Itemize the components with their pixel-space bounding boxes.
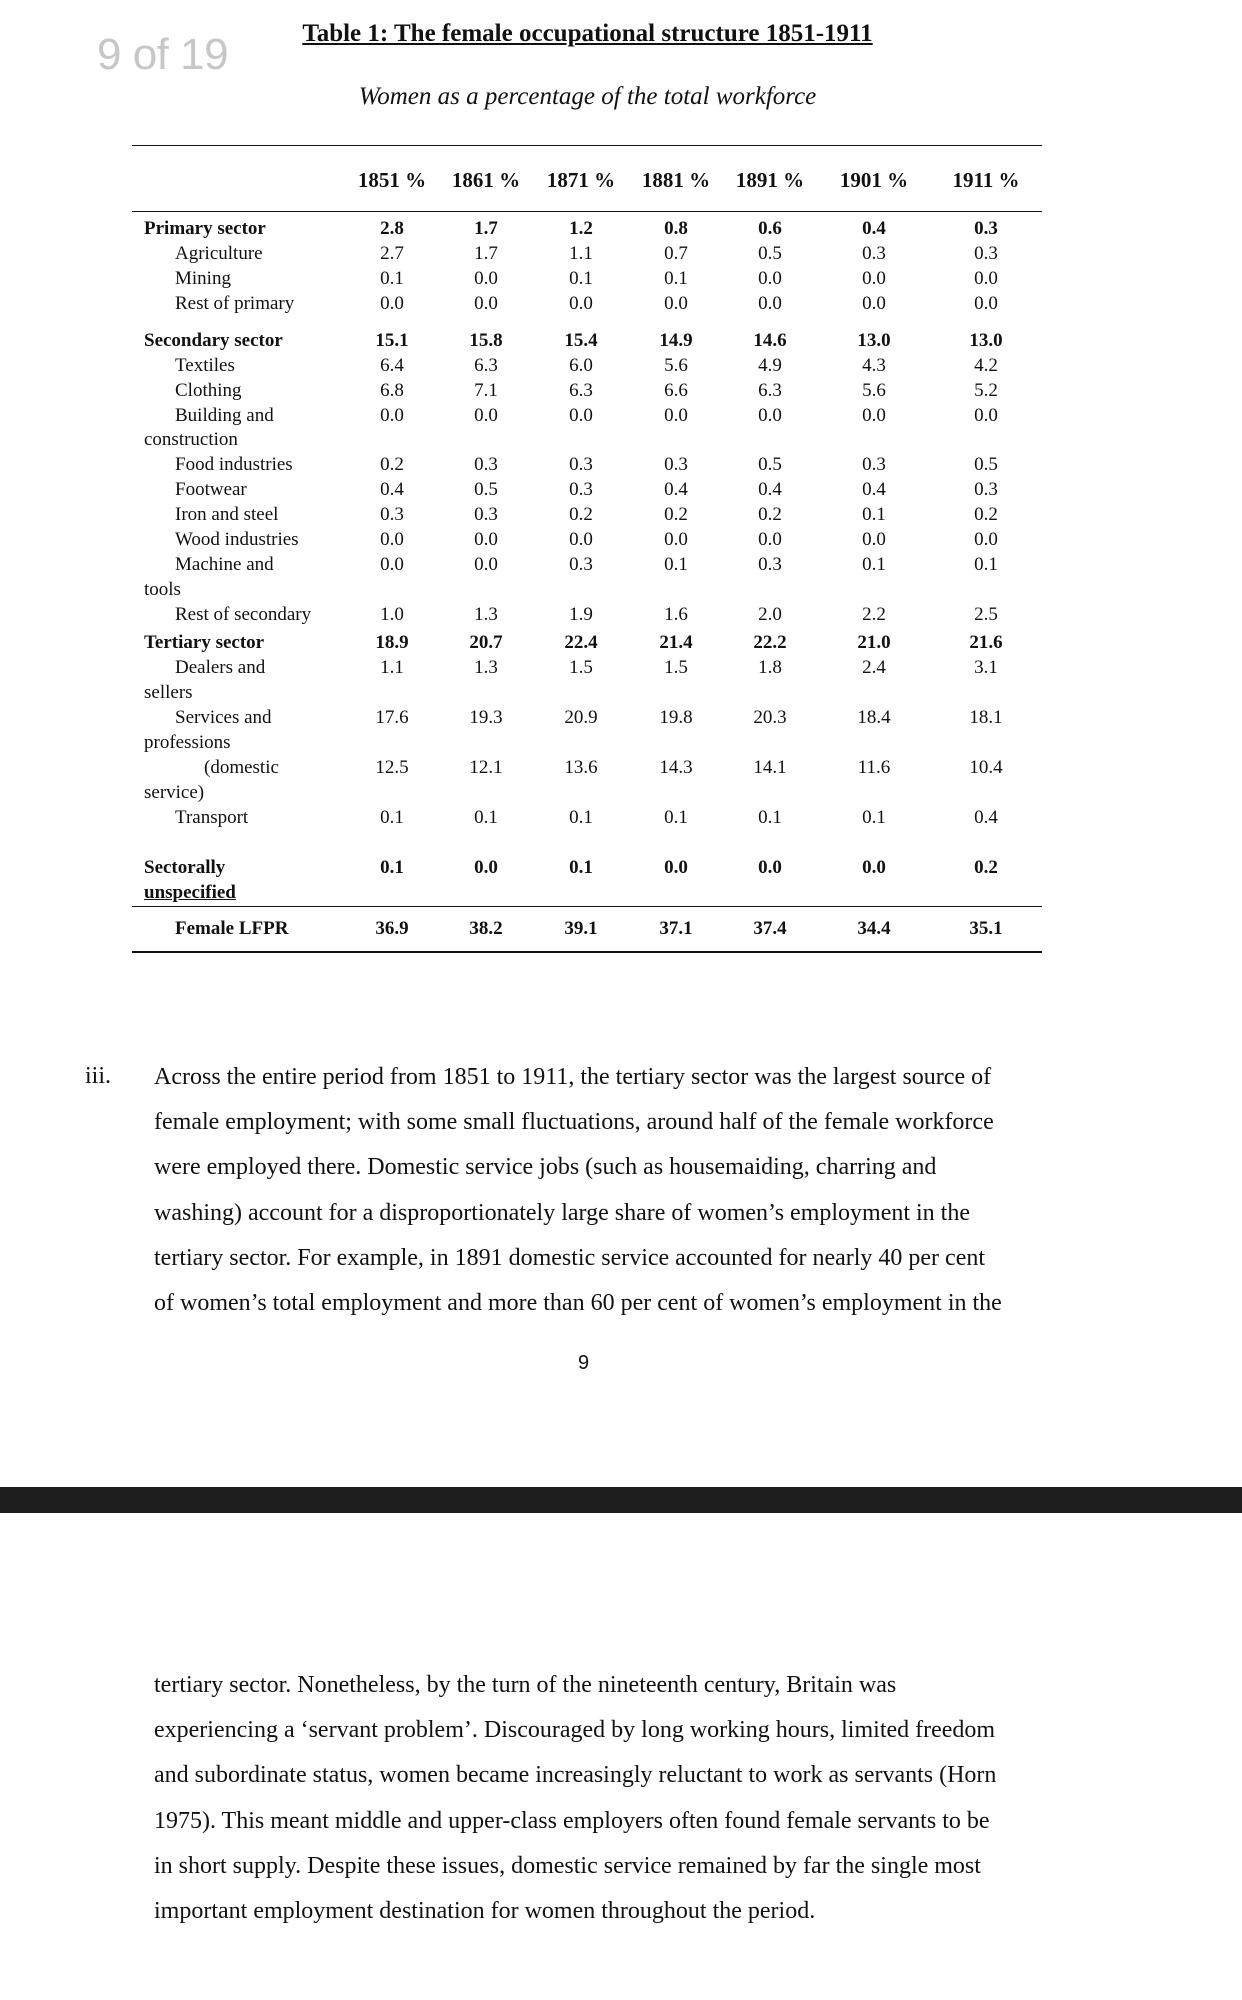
table-cell: 0.3 [474,504,498,525]
table-cell: 0.0 [974,268,998,289]
table-cell: 5.6 [664,355,688,376]
row-label-continuation: construction [144,429,238,450]
row-label: (domestic [204,757,279,778]
table-cell: 2.8 [380,218,404,239]
table-cell: 1.6 [664,604,688,625]
row-label-continuation: sellers [144,682,193,703]
table-cell: 0.2 [380,454,404,475]
table-cell: 0.1 [569,857,593,878]
table-cell: 0.4 [380,479,404,500]
table-cell: 0.1 [664,268,688,289]
table-cell: 5.6 [862,380,886,401]
table-cell: 0.5 [758,243,782,264]
table-row [0,380,1242,406]
header-rule [132,211,1042,212]
table-cell: 0.0 [862,529,886,550]
table-cell: 6.3 [758,380,782,401]
table-row [0,268,1242,294]
table-cell: 0.0 [758,529,782,550]
column-header: 1901 % [839,168,909,192]
table-cell: 0.1 [974,554,998,575]
table-cell: 0.3 [569,479,593,500]
table-row [0,243,1242,269]
table-cell: 1.8 [758,657,782,678]
table-cell: 1.1 [380,657,404,678]
paragraph-marker: iii. [85,1063,112,1089]
table-row [0,355,1242,381]
table-cell: 0.0 [862,405,886,426]
table-cell: 0.0 [862,293,886,314]
row-label: Dealers and [175,657,266,678]
row-label: Machine and [175,554,274,575]
table-cell: 4.3 [862,355,886,376]
page-number: 9 [578,1352,590,1374]
table-cell: 19.3 [469,707,503,728]
table-row [0,529,1242,555]
table-cell: 0.3 [974,218,998,239]
row-label: Rest of primary [175,293,295,314]
row-label: Textiles [175,355,235,376]
table-cell: 0.4 [664,479,688,500]
table-cell: 14.1 [753,757,787,778]
table-cell: 6.8 [380,380,404,401]
row-label-continuation: unspecified [144,882,236,903]
text-line: experiencing a ‘servant problem’. Discouraged by long working hours, limited freedom [154,1717,996,1744]
table-cell: 0.3 [569,554,593,575]
table-cell: 0.6 [758,218,782,239]
table-cell: 0.4 [758,479,782,500]
table-cell: 0.3 [862,243,886,264]
table-bottom-rule [132,951,1042,953]
table-cell: 0.0 [862,857,886,878]
table-cell: 20.3 [753,707,787,728]
table-cell: 0.0 [474,268,498,289]
text-line: tertiary sector. For example, in 1891 domestic service accounted for nearly 40 per cent [154,1244,986,1271]
table-cell: 0.1 [664,554,688,575]
table-row [0,554,1242,580]
table-cell: 0.1 [758,807,782,828]
table-cell: 0.7 [664,243,688,264]
table-cell: 0.0 [758,857,782,878]
table-cell: 0.3 [974,479,998,500]
table-cell: 11.6 [857,757,891,778]
table-row [0,454,1242,480]
table-cell: 0.3 [474,454,498,475]
table-cell: 20.7 [469,632,503,653]
table-cell: 6.6 [664,380,688,401]
table-cell: 18.4 [857,707,891,728]
table-cell: 3.1 [974,657,998,678]
table-cell: 2.4 [862,657,886,678]
table-cell: 0.0 [664,857,688,878]
table-title: Table 1: The female occupational structure 1851-1911 [302,20,873,47]
table-row [0,479,1242,505]
row-label: Female LFPR [175,918,289,939]
table-cell: 6.4 [380,355,404,376]
row-label: Footwear [175,479,247,500]
table-cell: 13.0 [857,330,891,351]
column-header: 1861 % [451,168,521,192]
text-line: were employed there. Domestic service jobs (such as housemaiding, charring and [154,1154,937,1181]
table-cell: 36.9 [375,918,409,939]
table-top-rule [132,145,1042,146]
table-cell: 10.4 [969,757,1003,778]
table-cell: 0.1 [862,504,886,525]
table-cell: 0.3 [974,243,998,264]
table-cell: 6.3 [569,380,593,401]
table-cell: 0.1 [380,807,404,828]
table-cell: 0.0 [474,554,498,575]
column-header: 1871 % [546,168,616,192]
column-header: 1911 % [952,168,1020,192]
table-cell: 0.4 [974,807,998,828]
page-separator-bar [0,1487,1242,1513]
table-cell: 0.0 [380,554,404,575]
table-cell: 14.9 [659,330,693,351]
text-line: and subordinate status, women became increasingly reluctant to work as servants (Horn [154,1762,997,1789]
paragraph-2 [154,1663,1094,1934]
table-cell: 0.5 [758,454,782,475]
table-cell: 5.2 [974,380,998,401]
table-cell: 0.2 [758,504,782,525]
table-row [0,757,1242,783]
row-label-continuation: service) [144,782,205,803]
table-cell: 34.4 [857,918,891,939]
table-cell: 0.3 [758,554,782,575]
table-cell: 0.2 [569,504,593,525]
table-cell: 13.0 [969,330,1003,351]
table-cell: 21.6 [969,632,1003,653]
table-cell: 0.0 [380,405,404,426]
table-cell: 0.0 [474,293,498,314]
table-row [0,857,1242,883]
table-subtitle: Women as a percentage of the total workforce [358,83,817,110]
row-label: Secondary sector [144,330,283,351]
page-indicator: 9 of 19 [97,30,229,79]
table-cell: 39.1 [564,918,598,939]
table-cell: 14.6 [753,330,787,351]
row-label: Iron and steel [175,504,279,525]
table-row [0,657,1242,683]
table-cell: 1.0 [380,604,404,625]
table-cell: 1.7 [474,218,498,239]
table-cell: 0.0 [664,529,688,550]
row-label: Services and [175,707,272,728]
row-label-continuation: professions [144,732,231,753]
table-cell: 0.1 [380,857,404,878]
table-cell: 1.2 [569,218,593,239]
table-cell: 20.9 [564,707,598,728]
table-cell: 21.0 [857,632,891,653]
table-cell: 18.1 [969,707,1003,728]
table-cell: 0.0 [474,405,498,426]
table-cell: 12.5 [375,757,409,778]
table-cell: 35.1 [969,918,1003,939]
table-cell: 0.1 [862,554,886,575]
table-row [0,405,1242,431]
table-cell: 0.8 [664,218,688,239]
table-cell: 0.2 [664,504,688,525]
table-cell: 0.0 [380,293,404,314]
column-header: 1881 % [641,168,711,192]
row-label: Wood industries [175,529,299,550]
table-cell: 22.4 [564,632,598,653]
table-cell: 0.0 [569,293,593,314]
table-cell: 13.6 [564,757,598,778]
table-cell: 4.2 [974,355,998,376]
column-header: 1851 % [357,168,427,192]
text-line: in short supply. Despite these issues, domestic service remained by far the single most [154,1852,981,1879]
table-cell: 1.7 [474,243,498,264]
table-cell: 1.5 [664,657,688,678]
text-line: female employment; with some small fluctuations, around half of the female workforce [154,1109,994,1136]
table-cell: 0.0 [569,529,593,550]
text-line: Across the entire period from 1851 to 1911, the tertiary sector was the largest source of [154,1064,992,1090]
table-row [0,330,1242,356]
table-row [0,604,1242,630]
table-cell: 14.3 [659,757,693,778]
table-cell: 12.1 [469,757,503,778]
row-label: Clothing [175,380,242,401]
row-label: Building and [175,405,274,426]
row-label: Agriculture [175,243,263,264]
column-header: 1891 % [735,168,805,192]
table-cell: 0.1 [380,268,404,289]
table-row [0,707,1242,733]
table-cell: 4.9 [758,355,782,376]
table-cell: 0.3 [380,504,404,525]
row-label: Tertiary sector [144,632,265,653]
table-cell: 0.1 [569,268,593,289]
table-row [0,918,1242,944]
table-cell: 0.2 [974,857,998,878]
table-cell: 0.3 [862,454,886,475]
table-row [0,807,1242,833]
text-line: of women’s total employment and more than 60 per cent of women’s employment in the [154,1290,1002,1317]
table-cell: 0.0 [758,405,782,426]
table-cell: 0.1 [569,807,593,828]
table-cell: 1.1 [569,243,593,264]
table-cell: 6.3 [474,355,498,376]
row-label: Primary sector [144,218,266,239]
table-cell: 0.0 [664,405,688,426]
table-cell: 6.0 [569,355,593,376]
table-cell: 2.0 [758,604,782,625]
table-cell: 0.1 [862,807,886,828]
table-cell: 1.5 [569,657,593,678]
table-cell: 1.9 [569,604,593,625]
table-cell: 2.5 [974,604,998,625]
table-cell: 18.9 [375,632,409,653]
table-cell: 1.3 [474,657,498,678]
lfpr-rule [132,906,1042,907]
table-cell: 2.7 [380,243,404,264]
paragraph-1 [154,1055,1094,1326]
table-cell: 7.1 [474,380,498,401]
table-cell: 0.0 [862,268,886,289]
row-label: Sectorally [144,857,226,878]
table-cell: 0.4 [862,218,886,239]
row-label-continuation: tools [144,579,181,600]
table-cell: 0.4 [862,479,886,500]
table-cell: 19.8 [659,707,693,728]
table-cell: 0.0 [474,529,498,550]
table-cell: 0.0 [974,293,998,314]
table-cell: 0.0 [974,405,998,426]
table-cell: 0.0 [569,405,593,426]
table-row [0,293,1242,319]
table-cell: 0.0 [758,268,782,289]
text-line: washing) account for a disproportionately large share of women’s employment in the [154,1199,970,1226]
text-line: 1975). This meant middle and upper-class employers often found female servants to be [154,1807,990,1834]
text-line: important employment destination for women throughout the period. [154,1898,816,1925]
table-cell: 0.3 [569,454,593,475]
table-cell: 38.2 [469,918,503,939]
table-cell: 15.1 [375,330,409,351]
table-cell: 37.4 [753,918,787,939]
text-line: tertiary sector. Nonetheless, by the turn of the nineteenth century, Britain was [154,1672,897,1698]
table-cell: 0.0 [758,293,782,314]
table-cell: 15.8 [469,330,503,351]
table-cell: 0.1 [664,807,688,828]
table-cell: 37.1 [659,918,693,939]
table-cell: 0.1 [474,807,498,828]
table-cell: 22.2 [753,632,787,653]
table-cell: 0.0 [974,529,998,550]
table-cell: 2.2 [862,604,886,625]
table-cell: 21.4 [659,632,693,653]
table-row [0,504,1242,530]
row-label: Transport [175,807,249,828]
table-cell: 15.4 [564,330,598,351]
table-cell: 0.0 [380,529,404,550]
table-row [0,218,1242,244]
table-cell: 0.5 [474,479,498,500]
table-cell: 0.5 [974,454,998,475]
table-row [0,632,1242,658]
table-cell: 0.2 [974,504,998,525]
row-label: Food industries [175,454,293,475]
table-cell: 0.0 [664,293,688,314]
row-label: Mining [175,268,231,289]
table-cell: 0.3 [664,454,688,475]
row-label: Rest of secondary [175,604,312,625]
table-cell: 1.3 [474,604,498,625]
table-cell: 17.6 [375,707,409,728]
table-cell: 0.0 [474,857,498,878]
